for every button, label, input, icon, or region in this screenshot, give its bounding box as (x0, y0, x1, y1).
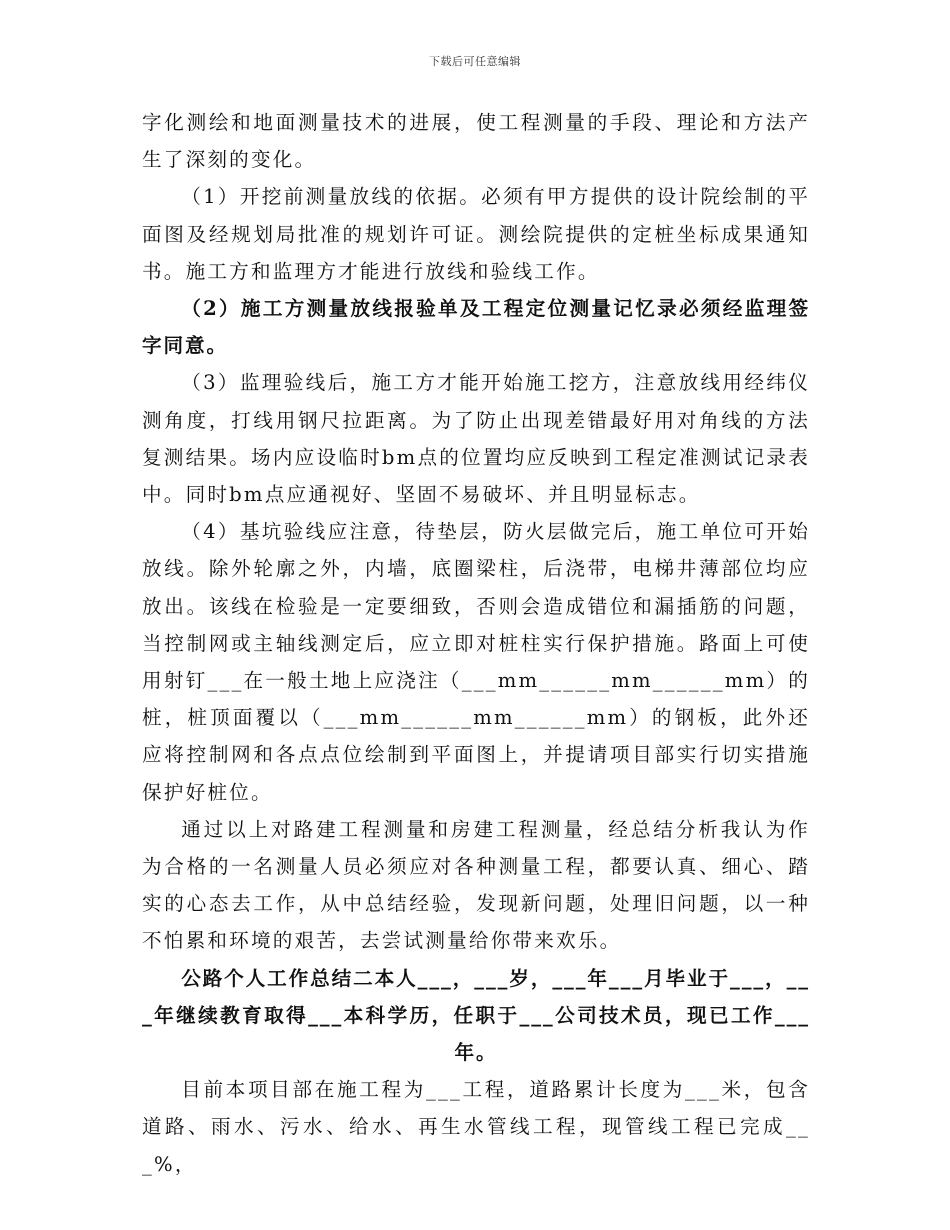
paragraph-item-1: （1）开挖前测量放线的依据。必须有甲方提供的设计院绘制的平面图及经规划局批准的规划许可证。测绘院提供的定桩坐标成果通知书。施工方和监理方才能进行放线和验线工作。 (142, 185, 810, 283)
paragraph-item-2-bold: （2）施工方测量放线报验单及工程定位测量记忆录必须经监理签字同意。 (142, 297, 810, 358)
paragraph-project-status: 目前本项目部在施工程为___工程，道路累计长度为___米，包含道路、雨水、污水、给水、再生水管线工程，现管线工程已完成___%， (142, 1078, 810, 1176)
paragraph-item-4: （4）基坑验线应注意，待垫层，防火层做完后，施工单位可开始放线。除外轮廓之外，内墙，底圈梁柱，后浇带，电梯井薄部位均应放出。该线在检验是一定要细致，否则会造成错位和漏插筋的问题，当控制网或主轴线测定后，应立即对桩柱实行保护措施。路面上可使用射钉___在一般土地上应浇注（___mm______mm______mm）的桩，桩顶面覆以（___mm______mm______mm）的钢板，此外还应将控制网和各点点位绘制到平面图上，并提请项目部实行切实措施保护好桩位。 (142, 520, 810, 804)
page-header: 下载后可任意编辑 (429, 55, 521, 68)
paragraph-item-3: （3）监理验线后，施工方才能开始施工挖方，注意放线用经纬仪测角度，打线用钢尺拉距离。为了防止出现差错最好用对角线的方法复测结果。场内应设临时bm点的位置均应反映到工程定准测试记录表中。同时bm点应通视好、坚固不易破坏、并且明显标志。 (142, 371, 810, 507)
section-heading-summary-two: 公路个人工作总结二本人___，___岁，___年___月毕业于___，___年继续教育取得___本科学历，任职于___公司技术员，现已工作___年。 (142, 966, 810, 1065)
paragraph-continuation: 字化测绘和地面测量技术的进展，使工程测量的手段、理论和方法产生了深刻的变化。 (142, 111, 810, 172)
document-body (142, 104, 810, 1183)
paragraph-conclusion: 通过以上对路建工程测量和房建工程测量，经总结分析我认为作为合格的一名测量人员必须应对各种测量工程，都要认真、细心、踏实的心态去工作，从中总结经验，发现新问题，处理旧问题，以一种不怕累和环境的艰苦，去尝试测量给你带来欢乐。 (142, 817, 810, 953)
